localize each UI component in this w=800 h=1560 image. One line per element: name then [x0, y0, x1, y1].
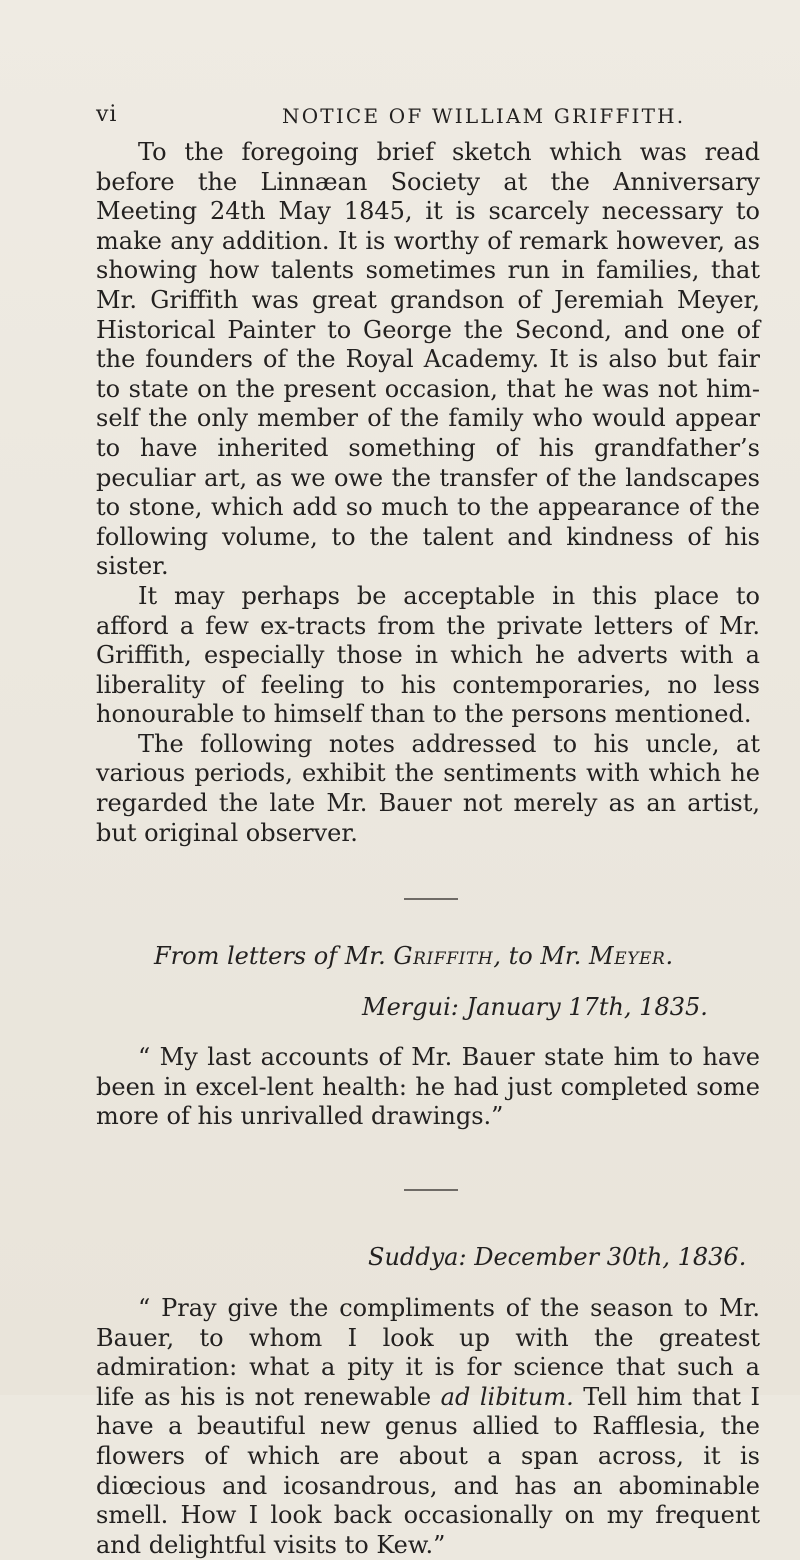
letter-quote-suddya-part2: Tell him that I have a beautiful new genus allied to Rafflesia, the flowers of which are about a span across, it is diœcious and icosandrous, and has an abominable smell. How I look back occasionally on my frequent and delightful visits to Kew.” — [96, 1382, 761, 1559]
extracts-paragraph: It may perhaps be acceptable in this place to afford a few ex-tracts from the private letters of Mr. Griffith, especially those in which he adverts with a liberality of feeling to his contemporaries, no less honourable to himself than to the persons mentioned. — [96, 581, 760, 729]
letter-date-mergui: Mergui: January 17th, 1835. — [362, 993, 708, 1022]
letters-heading-prefix: From letters of Mr. — [154, 942, 394, 971]
letters-heading-recipient: Meyer — [589, 942, 666, 971]
letters-heading-author: Griffith — [393, 942, 494, 971]
section-divider — [404, 1189, 458, 1191]
running-head: NOTICE OF WILLIAM GRIFFITH. — [282, 104, 686, 128]
letter-quote-suddya — [96, 1294, 760, 1560]
letter-quote-suddya-italic: ad libitum. — [440, 1382, 574, 1411]
section-divider — [404, 898, 458, 900]
page-number: vi — [96, 102, 118, 127]
notes-paragraph: The following notes addressed to his uncle, at various periods, exhibit the sentiments with which he regarded the late Mr. Bauer not merely as an artist, but original observer. — [96, 729, 760, 847]
letter-date-suddya: Suddya: December 30th, 1836. — [368, 1243, 747, 1272]
letter-quote-suddya-part1: “ Pray give the compliments of the season to Mr. Bauer, to whom I look up with the greatest admiration: what a pity it is for science that such a life as his is not renewable — [96, 1294, 760, 1411]
letters-heading-suffix: . — [665, 942, 674, 971]
intro-paragraph: To the foregoing brief sketch which was read before the Linnæan Society at the Anniversary Meeting 24th May 1845, it is scarcely necessary to make any addition. It is worthy of remark however, as showing how talents sometimes run in families, that Mr. Griffith was great grandson of Jeremiah Meyer, Historical Painter to George the Second, and one of the founders of the Royal Academy. It is also but fair to state on the present occasion, that he was not him-self the only member of the family who would appear to have inherited something of his grandfather’s peculiar art, as we owe the transfer of the landscapes to stone, which add so much to the appearance of the following volume, to the talent and kindness of his sister. — [96, 138, 760, 581]
letters-heading-middle: , to Mr. — [493, 942, 590, 971]
page-body — [96, 138, 760, 1560]
letter-quote-mergui: “ My last accounts of Mr. Bauer state him to have been in excel-lent health: he had just completed some more of his unrivalled drawings.” — [96, 1043, 760, 1131]
page-header — [96, 102, 756, 132]
letters-heading — [96, 942, 760, 971]
